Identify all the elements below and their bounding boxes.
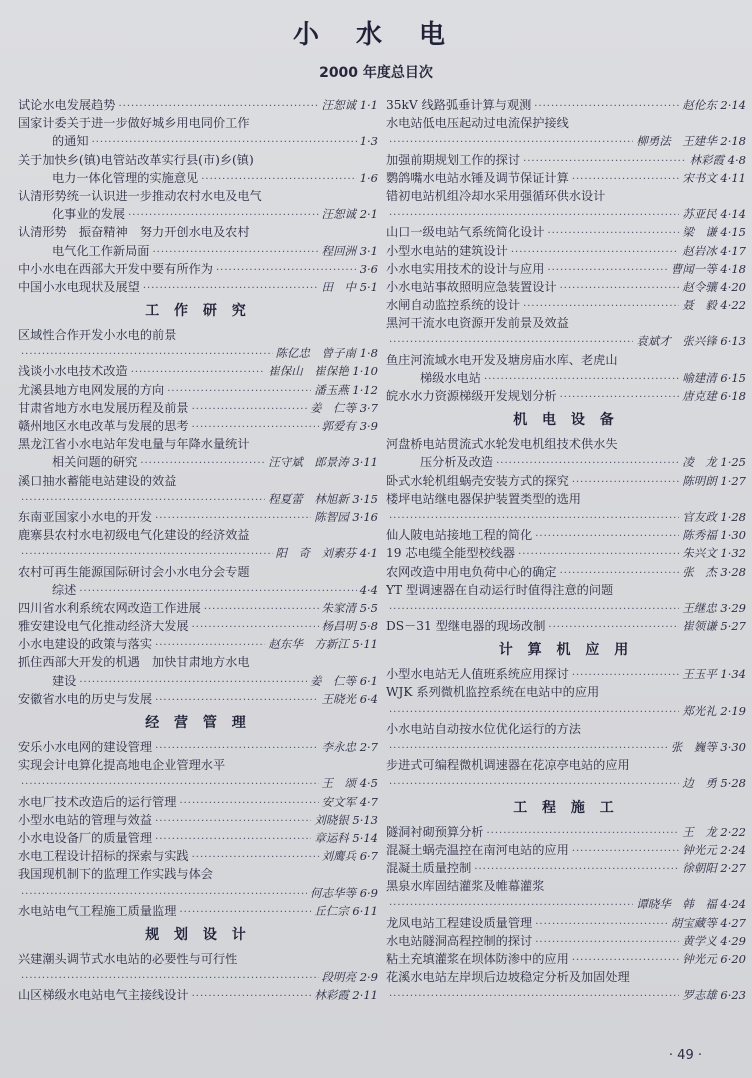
toc-entry[interactable] bbox=[18, 381, 378, 399]
toc-entry[interactable] bbox=[386, 114, 746, 150]
entry-title: 鹿寨县农村水电初级电气化建设的经济效益 bbox=[18, 528, 250, 543]
entry-author-page: 1·6 bbox=[359, 170, 378, 185]
entry-author-page: 段明亮 2·9 bbox=[321, 970, 378, 985]
toc-entry[interactable] bbox=[18, 563, 378, 599]
leader-dots bbox=[192, 419, 319, 435]
leader-dots bbox=[92, 134, 357, 150]
toc-entry[interactable] bbox=[18, 472, 378, 508]
entry-title: 农村可再生能源国际研讨会小水电分会专题 bbox=[18, 564, 250, 579]
leader-dots bbox=[21, 970, 319, 986]
entry-title: 19 芯电缆全能型校线器 bbox=[386, 546, 516, 561]
entry-author-page: 王晓光 6·4 bbox=[321, 691, 378, 706]
leader-dots bbox=[140, 455, 265, 471]
entry-title: 步进式可编程微机调速器在花凉亭电站的应用 bbox=[386, 758, 630, 773]
toc-entry[interactable] bbox=[18, 417, 378, 435]
leader-dots bbox=[389, 897, 633, 913]
leader-dots bbox=[560, 389, 680, 405]
toc-entry[interactable] bbox=[18, 526, 378, 562]
leader-dots bbox=[143, 280, 319, 296]
toc-entry[interactable] bbox=[18, 599, 378, 617]
toc-entry[interactable] bbox=[18, 617, 378, 635]
entry-author-page: 3·6 bbox=[359, 261, 378, 276]
entry-title: 鹦鸽嘴水电站水锤及调节保证计算 bbox=[386, 170, 569, 185]
entry-author-page: 崔领谦 5·27 bbox=[682, 619, 746, 634]
toc-entry[interactable] bbox=[18, 508, 378, 526]
toc-entry[interactable] bbox=[386, 169, 746, 187]
entry-author-page: 朱家清 5·5 bbox=[321, 600, 378, 615]
entry-title: 小水电站自动按水位优化运行的方法 bbox=[386, 721, 581, 736]
leader-dots bbox=[119, 98, 319, 114]
entry-title: 水电厂技术改造后的运行管理 bbox=[18, 794, 177, 809]
leader-dots bbox=[179, 904, 311, 920]
leader-dots bbox=[572, 474, 679, 490]
entry-title: 小型水电站的管理与效益 bbox=[18, 812, 153, 827]
toc-entry[interactable] bbox=[18, 847, 378, 865]
entry-title: 赣州地区水电改革与发展的思考 bbox=[18, 419, 189, 433]
leader-dots bbox=[389, 740, 668, 756]
entry-title: 混凝土蜗壳温控在南河电站的应用 bbox=[386, 842, 569, 857]
entry-author-page: 程回洲 3·1 bbox=[321, 243, 378, 258]
entry-author-page: 崔保山 崔保艳 1·10 bbox=[268, 364, 378, 379]
leader-dots bbox=[535, 916, 667, 932]
leader-dots bbox=[79, 674, 307, 690]
leader-dots bbox=[21, 776, 319, 792]
entry-title: 龙凤电站工程建设质量管理 bbox=[386, 915, 533, 930]
entry-title: 河盘桥电站贯流式水轮发电机组技术供水失 bbox=[386, 437, 618, 452]
leader-dots bbox=[484, 371, 679, 387]
toc-entry[interactable] bbox=[386, 859, 746, 877]
toc-entry[interactable] bbox=[18, 399, 378, 417]
entry-title: 我国现机制下的监理工作实践与体会 bbox=[18, 867, 213, 882]
section-heading: 规 划 设 计 bbox=[145, 926, 251, 943]
toc-entry[interactable] bbox=[18, 829, 378, 847]
toc-entry[interactable] bbox=[18, 114, 378, 150]
entry-author-page: 姜 仁等 6·1 bbox=[310, 673, 378, 688]
entry-author-page: 何志华等 6·9 bbox=[310, 885, 378, 900]
entry-title: WJK 系列微机监控系统在电站中的应用 bbox=[386, 685, 600, 700]
leader-dots bbox=[155, 740, 318, 756]
entry-author-page: 唐克建 6·18 bbox=[682, 389, 746, 403]
leader-dots bbox=[487, 825, 680, 841]
leader-dots bbox=[389, 776, 679, 792]
entry-title: 压分析及改造 bbox=[420, 455, 494, 470]
toc-entry[interactable] bbox=[18, 793, 378, 811]
entry-author-page: 陈秀福 1·30 bbox=[682, 528, 746, 543]
entry-author-page: 刘鹰兵 6·7 bbox=[321, 849, 378, 864]
entry-title: 小水电建设的政策与落实 bbox=[18, 637, 153, 652]
entry-author-page: 汪守斌 郎景涛 3·11 bbox=[268, 455, 378, 470]
toc-entry[interactable] bbox=[386, 223, 746, 241]
toc-entry[interactable] bbox=[386, 823, 746, 841]
leader-dots bbox=[518, 546, 679, 562]
entry-author-page: 赵岩冰 4·17 bbox=[682, 243, 746, 258]
leader-dots bbox=[192, 401, 307, 417]
leader-dots bbox=[560, 565, 680, 581]
entry-title: DS－31 型继电器的现场改制 bbox=[386, 619, 546, 634]
entry-title: 水电站低电压起动过电流保护接线 bbox=[386, 116, 569, 131]
toc-entry[interactable] bbox=[18, 986, 378, 1004]
entry-title: 兴建潮头调节式水电站的必要性与可行性 bbox=[18, 951, 238, 966]
entry-author-page: 柳勇法 王建华 2·18 bbox=[636, 134, 746, 149]
toc-entry[interactable] bbox=[386, 296, 746, 314]
leader-dots bbox=[523, 153, 686, 169]
toc-entry[interactable] bbox=[18, 223, 378, 259]
entry-author-page: 田 中 5·1 bbox=[321, 279, 378, 294]
section-heading: 工 程 施 工 bbox=[513, 799, 619, 816]
entry-title: 电气化工作新局面 bbox=[52, 243, 150, 258]
entry-title: 实现会计电算化提高地电企业管理水平 bbox=[18, 758, 226, 773]
toc-entry[interactable] bbox=[18, 260, 378, 278]
entry-author-page: 胡宝藏等 4·27 bbox=[670, 915, 746, 930]
toc-left-column bbox=[18, 96, 378, 1004]
leader-dots bbox=[21, 492, 265, 508]
entry-author-page: 杨昌明 5·8 bbox=[321, 619, 378, 634]
toc-entry[interactable] bbox=[386, 151, 746, 169]
leader-dots bbox=[560, 280, 680, 296]
toc-entry[interactable] bbox=[386, 877, 746, 913]
entry-title: 鱼庄河流域水电开发及塘房庙水库、老虎山 bbox=[386, 352, 618, 367]
section-heading: 工 作 研 究 bbox=[145, 303, 251, 320]
leader-dots bbox=[572, 952, 679, 968]
entry-author-page: 赵伦东 2·14 bbox=[682, 98, 746, 112]
toc-entry[interactable] bbox=[386, 351, 746, 387]
entry-title: 楼坪电站继电器保护装置类型的选用 bbox=[386, 491, 581, 506]
leader-dots bbox=[155, 510, 311, 526]
toc-entry[interactable] bbox=[18, 187, 378, 223]
entry-author-page: 李永忠 2·7 bbox=[321, 740, 378, 754]
toc-entry[interactable] bbox=[386, 544, 746, 562]
section-heading: 机 电 设 备 bbox=[513, 412, 619, 429]
leader-dots bbox=[547, 262, 667, 278]
toc-entry[interactable] bbox=[18, 435, 378, 471]
entry-title: 小型水电站的建筑设计 bbox=[386, 243, 508, 258]
entry-title: 水电站电气工程施工质量监理 bbox=[18, 903, 177, 918]
entry-title: 山口一级电站气系统简化设计 bbox=[386, 225, 545, 240]
entry-title: 区域性合作开发小水电的前景 bbox=[18, 328, 177, 343]
leader-dots bbox=[153, 244, 319, 260]
toc-entry[interactable] bbox=[386, 187, 746, 223]
entry-author-page: 宋书文 4·11 bbox=[682, 170, 746, 185]
leader-dots bbox=[21, 546, 273, 562]
entry-author-page: 汪恕诚 1·1 bbox=[321, 98, 378, 112]
entry-title: 建设 bbox=[52, 673, 77, 688]
entry-title: 混凝土质量控制 bbox=[386, 860, 472, 875]
entry-author-page: 郭爱有 3·9 bbox=[321, 419, 378, 433]
entry-author-page: 谭晓华 韩 福 4·24 bbox=[636, 897, 746, 912]
leader-dots bbox=[534, 98, 679, 114]
toc-entry[interactable] bbox=[386, 720, 746, 756]
entry-title: 的通知 bbox=[52, 134, 89, 149]
entry-title: 浅谈小水电技术改造 bbox=[18, 364, 128, 379]
entry-title: 农网改造中用电负荷中心的确定 bbox=[386, 564, 557, 579]
toc-entry[interactable] bbox=[386, 683, 746, 719]
entry-title: 认清形势统一认识进一步推动农村水电及电气 bbox=[18, 188, 262, 203]
toc-entry[interactable] bbox=[18, 738, 378, 756]
entry-title: 安乐小水电网的建设管理 bbox=[18, 740, 153, 754]
entry-author-page: 黄学义 4·29 bbox=[682, 933, 746, 948]
entry-author-page: 丘仁宗 6·11 bbox=[314, 903, 378, 918]
entry-title: 水电站隧洞高程控制的探讨 bbox=[386, 933, 533, 948]
entry-title: 皖水水力资源梯级开发规划分析 bbox=[386, 389, 557, 403]
entry-author-page: 罗志雄 6·23 bbox=[682, 988, 746, 1003]
leader-dots bbox=[547, 225, 679, 241]
leader-dots bbox=[523, 298, 679, 314]
entry-title: 小水电实用技术的设计与应用 bbox=[386, 261, 545, 276]
leader-dots bbox=[155, 831, 311, 847]
leader-dots bbox=[21, 346, 273, 362]
journal-title: 小 水 电 bbox=[292, 20, 460, 50]
entry-author-page: 安文军 4·7 bbox=[321, 794, 378, 809]
entry-author-page: 陈明朗 1·27 bbox=[682, 473, 746, 488]
entry-title: 小水电设备厂的质量管理 bbox=[18, 830, 153, 845]
toc-entry[interactable] bbox=[386, 260, 746, 278]
entry-title: 加强前期规划工作的探讨 bbox=[386, 152, 521, 167]
leader-dots bbox=[179, 795, 318, 811]
entry-title: 黑龙江省小水电站年发电量与年降水量统计 bbox=[18, 437, 250, 452]
page-number: · 49 · bbox=[668, 1048, 702, 1063]
entry-author-page: 陈智园 3·16 bbox=[314, 509, 378, 524]
entry-author-page: 苏亚民 4·14 bbox=[682, 207, 746, 222]
leader-dots bbox=[474, 861, 679, 877]
entry-title: 水闸自动监控系统的设计 bbox=[386, 298, 521, 313]
entry-author-page: 赵令骧 4·20 bbox=[682, 279, 746, 294]
entry-title: 卧式水轮机组蜗壳安装方式的探究 bbox=[386, 473, 569, 488]
entry-title: 四川省水利系统农网改造工作进展 bbox=[18, 600, 201, 615]
leader-dots bbox=[496, 455, 679, 471]
entry-title: 相关问题的研究 bbox=[52, 455, 138, 470]
entry-title: 黑河干流水电资源开发前景及效益 bbox=[386, 316, 569, 331]
entry-author-page: 汪恕诚 2·1 bbox=[321, 207, 378, 222]
toc-entry[interactable] bbox=[386, 314, 746, 350]
entry-author-page: 王 颂 4·5 bbox=[321, 776, 378, 791]
entry-title: 小水电站事故照明应急装置设计 bbox=[386, 279, 557, 294]
entry-title: 黑泉水库固结灌浆及帷幕灌浆 bbox=[386, 879, 545, 894]
toc-entry[interactable] bbox=[386, 581, 746, 617]
toc-entry[interactable] bbox=[386, 96, 746, 114]
entry-author-page: 张 巍等 3·30 bbox=[670, 740, 746, 754]
entry-title: 中小水电在西部大开发中要有所作为 bbox=[18, 261, 213, 276]
toc-entry[interactable] bbox=[18, 902, 378, 920]
toc-entry[interactable] bbox=[18, 690, 378, 708]
entry-title: 粘土充填灌浆在坝体防渗中的应用 bbox=[386, 951, 569, 966]
toc-entry[interactable] bbox=[18, 811, 378, 829]
entry-title: 综述 bbox=[52, 582, 77, 597]
entry-author-page: 钟光元 2·24 bbox=[682, 842, 746, 857]
entry-title: 水电工程设计招标的探索与实践 bbox=[18, 849, 189, 864]
entry-author-page: 林彩霞 4·8 bbox=[689, 152, 746, 167]
leader-dots bbox=[192, 849, 319, 865]
entry-author-page: 姜 仁等 3·7 bbox=[310, 400, 378, 415]
entry-author-page: 徐朝阳 2·27 bbox=[682, 860, 746, 875]
toc-entry[interactable] bbox=[386, 968, 746, 1004]
leader-dots bbox=[572, 171, 679, 187]
entry-title: 尤溪县地方电网发展的方向 bbox=[18, 382, 165, 397]
leader-dots bbox=[155, 813, 311, 829]
leader-dots bbox=[155, 692, 318, 708]
toc-entry[interactable] bbox=[18, 756, 378, 792]
leader-dots bbox=[201, 171, 356, 187]
entry-author-page: 王 龙 2·22 bbox=[682, 824, 746, 839]
entry-author-page: 王继忠 3·29 bbox=[682, 600, 746, 615]
entry-title: 错初电站机组冷却水采用强循环供水设计 bbox=[386, 188, 606, 203]
leader-dots bbox=[216, 262, 357, 278]
entry-title: 电力一体化管理的实施意见 bbox=[52, 170, 199, 185]
entry-title: YT 型调速器在自动运行时值得注意的问题 bbox=[386, 582, 614, 597]
entry-author-page: 官友政 1·28 bbox=[682, 509, 746, 524]
toc-right-column bbox=[386, 96, 746, 1004]
entry-title: 梯级水电站 bbox=[420, 370, 481, 385]
entry-title: 抓住西部大开发的机遇 加快甘肃地方水电 bbox=[18, 655, 250, 670]
toc-entry[interactable] bbox=[386, 665, 746, 683]
entry-author-page: 阳 奇 刘素芬 4·1 bbox=[275, 546, 378, 561]
leader-dots bbox=[79, 583, 356, 599]
leader-dots bbox=[167, 383, 311, 399]
toc-entry[interactable] bbox=[386, 950, 746, 968]
entry-title: 花溪水电站左岸坝后边坡稳定分析及加固处理 bbox=[386, 970, 630, 985]
toc-entry[interactable] bbox=[386, 932, 746, 950]
entry-author-page: 赵东华 方新江 5·11 bbox=[268, 637, 378, 652]
section-heading: 计 算 机 应 用 bbox=[498, 642, 634, 659]
leader-dots bbox=[535, 934, 679, 950]
entry-author-page: 陈亿忠 曾子南 1·8 bbox=[275, 346, 378, 361]
entry-title: 中国小水电现状及展望 bbox=[18, 279, 140, 294]
section-heading: 经 营 管 理 bbox=[145, 715, 251, 731]
entry-author-page: 凌 龙 1·25 bbox=[682, 455, 746, 470]
leader-dots bbox=[389, 334, 633, 350]
entry-author-page: 聂 毅 4·22 bbox=[682, 298, 746, 313]
toc-entry[interactable] bbox=[18, 151, 378, 187]
toc-entry[interactable] bbox=[18, 635, 378, 653]
toc-entry[interactable] bbox=[18, 362, 378, 380]
entry-author-page: 章运科 5·14 bbox=[314, 830, 378, 845]
entry-author-page: 袁斌才 张兴锋 6·13 bbox=[636, 334, 746, 349]
entry-title: 隧洞衬砌预算分析 bbox=[386, 824, 484, 839]
leader-dots bbox=[128, 207, 318, 223]
toc-entry[interactable] bbox=[386, 756, 746, 792]
entry-title: 关于加快乡(镇)电管站改革实行县(市)乡(镇) bbox=[18, 152, 254, 167]
toc-entry[interactable] bbox=[386, 617, 746, 635]
entry-title: 小型水电站无人值班系统应用探讨 bbox=[386, 667, 569, 682]
leader-dots bbox=[192, 988, 312, 1004]
toc-entry[interactable] bbox=[18, 653, 378, 689]
entry-title: 甘肃省地方水电发展历程及前景 bbox=[18, 400, 189, 415]
entry-title: 安徽省水电的历史与发展 bbox=[18, 691, 153, 706]
toc-entry[interactable] bbox=[18, 326, 378, 362]
toc-entry[interactable] bbox=[18, 96, 378, 114]
leader-dots bbox=[389, 134, 633, 150]
leader-dots bbox=[389, 207, 679, 223]
toc-entry[interactable] bbox=[386, 490, 746, 526]
entry-author-page: 喻建清 6·15 bbox=[682, 370, 746, 385]
toc-entry[interactable] bbox=[18, 950, 378, 986]
leader-dots bbox=[389, 704, 679, 720]
toc-entry[interactable] bbox=[386, 841, 746, 859]
entry-title: 仙人陂电站接地工程的简化 bbox=[386, 528, 533, 543]
toc-entry[interactable] bbox=[386, 914, 746, 932]
toc-entry[interactable] bbox=[18, 865, 378, 901]
entry-author-page: 王玉平 1·34 bbox=[682, 667, 746, 682]
entry-author-page: 郑光礼 2·19 bbox=[682, 703, 746, 718]
leader-dots bbox=[192, 619, 319, 635]
leader-dots bbox=[389, 601, 679, 617]
leader-dots bbox=[535, 528, 679, 544]
leader-dots bbox=[155, 637, 265, 653]
toc-entry[interactable] bbox=[386, 242, 746, 260]
entry-title: 雅安建设电气化推动经济大发展 bbox=[18, 619, 189, 634]
leader-dots bbox=[572, 843, 679, 859]
toc-entry[interactable] bbox=[386, 435, 746, 471]
entry-author-page: 程夏蕾 林旭新 3·15 bbox=[268, 491, 378, 506]
leader-dots bbox=[511, 244, 679, 260]
entry-author-page: 梁 谦 4·15 bbox=[682, 225, 746, 240]
entry-author-page: 林彩霞 2·11 bbox=[314, 988, 378, 1003]
entry-title: 东南亚国家小水电的开发 bbox=[18, 509, 153, 524]
entry-title: 山区梯级水电站电气主接线设计 bbox=[18, 988, 189, 1003]
entry-title: 国家计委关于进一步做好城乡用电同价工作 bbox=[18, 116, 250, 131]
leader-dots bbox=[548, 619, 679, 635]
entry-author-page: 张 杰 3·28 bbox=[682, 564, 746, 579]
leader-dots bbox=[389, 988, 679, 1004]
leader-dots bbox=[204, 601, 319, 617]
toc-entry[interactable] bbox=[386, 526, 746, 544]
toc-entry[interactable] bbox=[18, 278, 378, 296]
entry-author-page: 边 勇 5·28 bbox=[682, 776, 746, 791]
leader-dots bbox=[572, 667, 679, 683]
toc-entry[interactable] bbox=[386, 278, 746, 296]
entry-author-page: 钟光元 6·20 bbox=[682, 951, 746, 966]
leader-dots bbox=[21, 886, 307, 902]
entry-title: 试论水电发展趋势 bbox=[18, 98, 116, 112]
leader-dots bbox=[389, 510, 679, 526]
entry-title: 35kV 线路弧垂计算与观测 bbox=[386, 98, 532, 112]
entry-author-page: 1·3 bbox=[359, 134, 378, 149]
toc-entry[interactable] bbox=[386, 387, 746, 405]
entry-title: 溪口抽水蓄能电站建设的效益 bbox=[18, 473, 177, 488]
entry-author-page: 潘玉燕 1·12 bbox=[314, 382, 378, 397]
entry-author-page: 刘晓银 5·13 bbox=[314, 812, 378, 827]
entry-title: 化事业的发展 bbox=[52, 207, 126, 222]
toc-entry[interactable] bbox=[386, 563, 746, 581]
entry-title: 认清形势 振奋精神 努力开创水电及农村 bbox=[18, 225, 250, 240]
toc-subtitle: 2000 年度总目次 bbox=[319, 65, 433, 81]
toc-entry[interactable] bbox=[386, 472, 746, 490]
entry-author-page: 4·4 bbox=[359, 582, 378, 597]
entry-author-page: 曹闻一等 4·18 bbox=[670, 261, 746, 276]
leader-dots bbox=[131, 364, 266, 380]
entry-author-page: 朱兴文 1·32 bbox=[682, 546, 746, 561]
